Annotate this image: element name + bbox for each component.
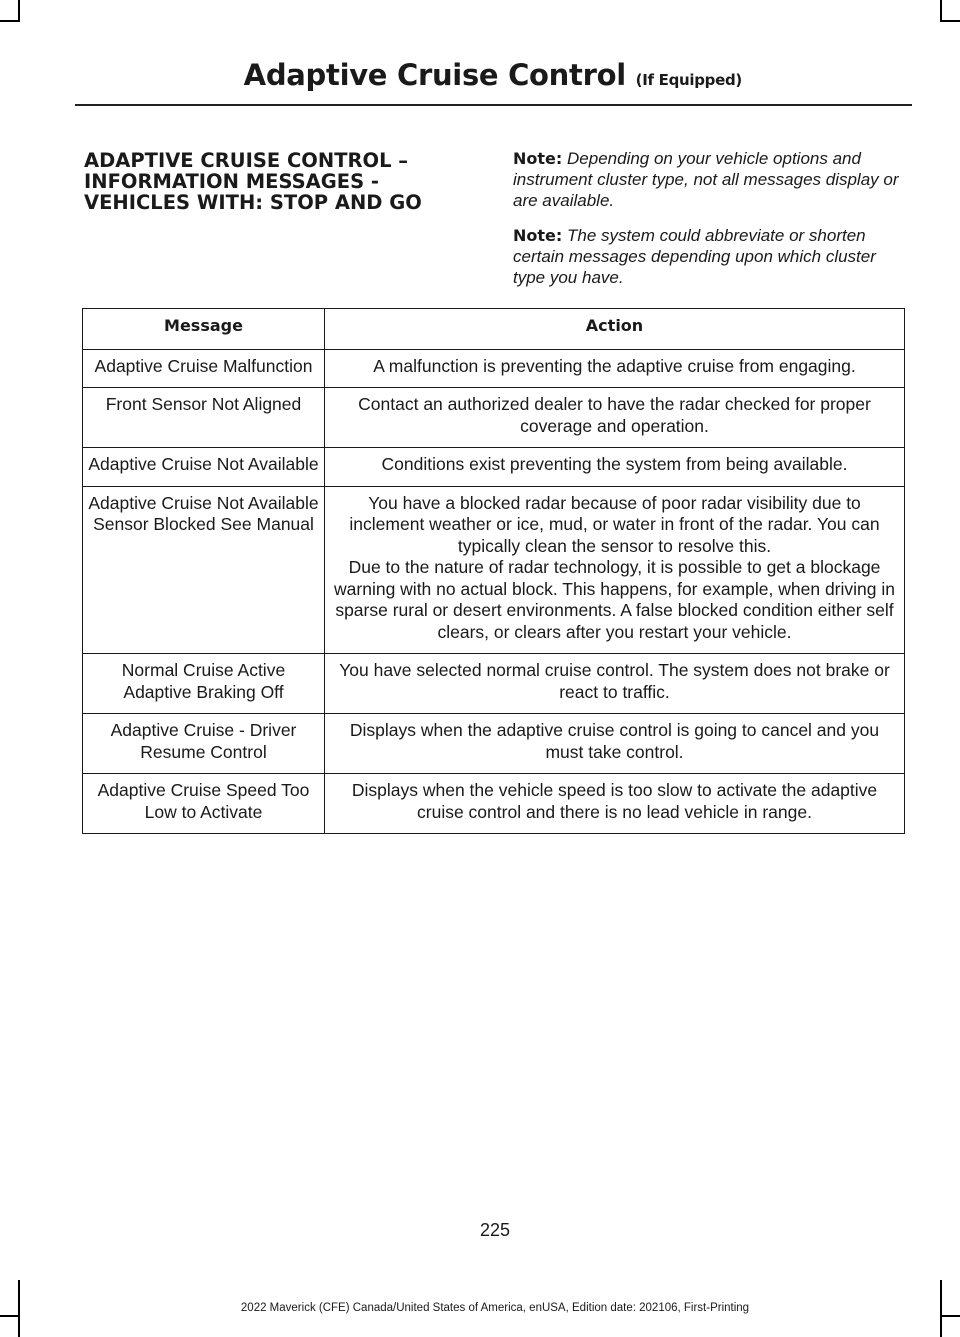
action-text: A malfunction is preventing the adaptive cruise from engaging.: [373, 355, 856, 376]
message-cell: Adaptive Cruise Not Available Sensor Blocked See Manual: [83, 486, 325, 654]
header-divider: [75, 104, 912, 106]
table-row: [83, 448, 905, 487]
action-text: Due to the nature of radar technology, it is possible to get a blockage warning with no actual block. This happens, for example, when driving in sparse rural or desert environments. A false blocked condition either self clears, or clears after you restart your vehicle.: [334, 557, 895, 642]
page-number: 225: [479, 1220, 511, 1240]
footer-edition-text: 2022 Maverick (CFE) Canada/United States of America, enUSA, Edition date: 202106, First-Printing: [240, 1302, 750, 1314]
message-cell: Normal Cruise Active Adaptive Braking Off: [83, 654, 325, 714]
column-header-action: Action: [325, 309, 905, 350]
table-row: [83, 486, 905, 654]
action-text: Conditions exist preventing the system from being available.: [381, 454, 848, 474]
action-cell: [325, 388, 905, 448]
action-cell: [325, 774, 905, 834]
table-row: [83, 774, 905, 834]
action-text: Displays when the vehicle speed is too slow to activate the adaptive cruise control and there is no lead vehicle in range.: [351, 780, 878, 822]
crop-mark-bottom-left: [0, 1315, 20, 1317]
message-cell: Adaptive Cruise - Driver Resume Control: [83, 714, 325, 774]
section-heading: ADAPTIVE CRUISE CONTROL – INFORMATION MESSAGES - VEHICLES WITH: STOP AND GO: [84, 149, 422, 214]
action-cell: [325, 654, 905, 714]
crop-mark-top-right: [940, 20, 960, 22]
action-text: Contact an authorized dealer to have the radar checked for proper coverage and operation.: [358, 394, 871, 436]
crop-mark-top-left: [18, 0, 20, 22]
message-cell: Front Sensor Not Aligned: [83, 388, 325, 448]
message-cell: Adaptive Cruise Not Available: [83, 448, 325, 487]
action-cell: [325, 486, 905, 654]
column-header-message: Message: [83, 309, 325, 350]
action-cell: [325, 714, 905, 774]
notes-block: [513, 148, 908, 302]
note-text: The system could abbreviate or shorten certain messages depending upon which cluster type you have.: [513, 226, 876, 287]
table-row: [83, 714, 905, 774]
note-item: [513, 148, 908, 211]
crop-mark-top-left: [0, 20, 20, 22]
action-text: You have a blocked radar because of poor radar visibility due to inclement weather or ice, mud, or water in front of the radar. You can typically clean the sensor to resolve this.: [349, 492, 880, 556]
header-title-text: Adaptive Cruise Control: [243, 58, 626, 92]
page-header-title: [244, 58, 742, 92]
table-row: [83, 388, 905, 448]
table-header-row: [83, 309, 905, 350]
table-row: [83, 654, 905, 714]
table-row: [83, 349, 905, 388]
action-text: You have selected normal cruise control. The system does not brake or react to traffic.: [339, 660, 890, 702]
message-cell: Adaptive Cruise Malfunction: [83, 349, 325, 388]
note-label: Note:: [513, 149, 563, 168]
messages-table: [82, 308, 905, 834]
note-label: Note:: [513, 226, 563, 245]
message-cell: Adaptive Cruise Speed Too Low to Activate: [83, 774, 325, 834]
note-text: Depending on your vehicle options and instrument cluster type, not all messages display or are available.: [513, 149, 899, 210]
action-text: Displays when the adaptive cruise control is going to cancel and you must take control.: [349, 720, 880, 762]
header-subtitle: (If Equipped): [635, 71, 742, 89]
crop-mark-top-right: [940, 0, 942, 22]
note-item: [513, 225, 908, 288]
action-cell: [325, 349, 905, 388]
crop-mark-bottom-right: [940, 1315, 960, 1317]
action-cell: [325, 448, 905, 487]
